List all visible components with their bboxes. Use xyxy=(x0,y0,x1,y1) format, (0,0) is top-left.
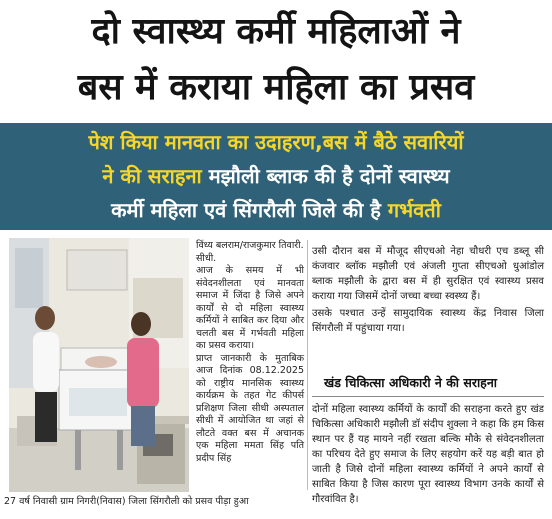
deck-line-3-text: कर्मी महिला एवं सिंगरौली जिले की है xyxy=(111,198,381,222)
deck-line-3 xyxy=(0,195,552,225)
paragraph: प्राप्त जानकारी के मुताबिक आज दिनांक 08.12.2025 को राष्ट्रीय मानसिक स्वास्थ्य कार्यक्रम के तहत गेट कीपर्स प्रशिक्षण जिला सीधी अस्पताल सीधी में आयोजित था जहां से लौटते वक्त बस में अचानक एक महिला ममता सिंह पति प्रदीप सिंह xyxy=(196,352,304,464)
deck-line-2-highlight: ने की सराहना xyxy=(102,164,202,188)
article-column-2 xyxy=(312,244,544,338)
deck-line-1-text: पेश किया मानवता का उदाहरण,बस में बैठे सवारियों xyxy=(88,130,464,154)
deck-line-3-highlight: गर्भवती xyxy=(380,198,441,222)
hospital-room-photo xyxy=(9,238,189,492)
paragraph: आज के समय में भी संवेदनशीलता एवं मानवता समाज में जिंदा है जिसे अपने कार्यों से दो महिला स्वास्थ्य कर्मियों ने साबित कर दिया और चलती बस में गर्भवती महिला का प्रसव कराया। xyxy=(196,265,304,351)
headline-line-1: दो स्वास्थ्य कर्मी महिलाओं ने xyxy=(91,11,461,52)
news-photo xyxy=(9,238,189,492)
subheading-rule xyxy=(312,396,544,397)
article-column-3 xyxy=(312,402,544,507)
paragraph: उसके पश्चात उन्हें सामुदायिक स्वास्थ्य केंद्र निवास जिला सिंगरौली में पहुंचाया गया। xyxy=(312,308,544,334)
deck-line-1 xyxy=(0,127,552,157)
headline xyxy=(0,0,552,120)
paragraph: दोनों महिला स्वास्थ्य कर्मियों के कार्यों की सराहना करते हुए खंड चिकित्सा अधिकारी मझौली डॉ संदीप शुक्ला ने कहा कि हम किस स्थान पर हैं यह मायने नहीं रखता बल्कि मौके से संवेदनशीलता का परिचय देते हुए समाज के लिए सहयोग करें यह बड़ी बात हो जाती है जिसे दोनों महिला स्वास्थ्य कर्मियों ने अपने कार्यों से साबित किया है जिस कारण पूरा स्वास्थ्य विभाग उनके कार्यों से गौरवांवित है। xyxy=(312,404,544,505)
deck-line-2 xyxy=(0,161,552,191)
deck-banner xyxy=(0,123,552,230)
paragraph: उसी दौरान बस में मौजूद सीएचओ नेहा चौधरी एच डब्लू सी कंजवार ब्लॉक मझौली एवं अंजली गुप्ता सीएचओ धुआंडोल ब्लाक मझौली के द्वारा बस में ही सुरक्षित एवं स्वास्थ्य प्रसव कराया गया जिसमें दोनों जच्चा बच्चा स्वस्थ्य हैं। xyxy=(312,246,544,302)
article-column-1 xyxy=(196,240,304,465)
dateline: सीधी. xyxy=(196,252,217,264)
photo-caption: 27 वर्ष निवासी ग्राम निगरी(निवास) जिला सिंगरौली को प्रसव पीड़ा हुआ xyxy=(4,496,249,507)
headline-line-2: बस में कराया महिला का प्रसव xyxy=(77,67,475,108)
subheading: खंड चिकित्सा अधिकारी ने की सराहना xyxy=(324,375,497,390)
byline: विंध्य बलराम/राजकुमार तिवारी. xyxy=(196,240,304,251)
deck-line-2-text: मझौली ब्लाक की है दोनों स्वास्थ्य xyxy=(201,164,450,188)
column-divider xyxy=(307,240,308,490)
